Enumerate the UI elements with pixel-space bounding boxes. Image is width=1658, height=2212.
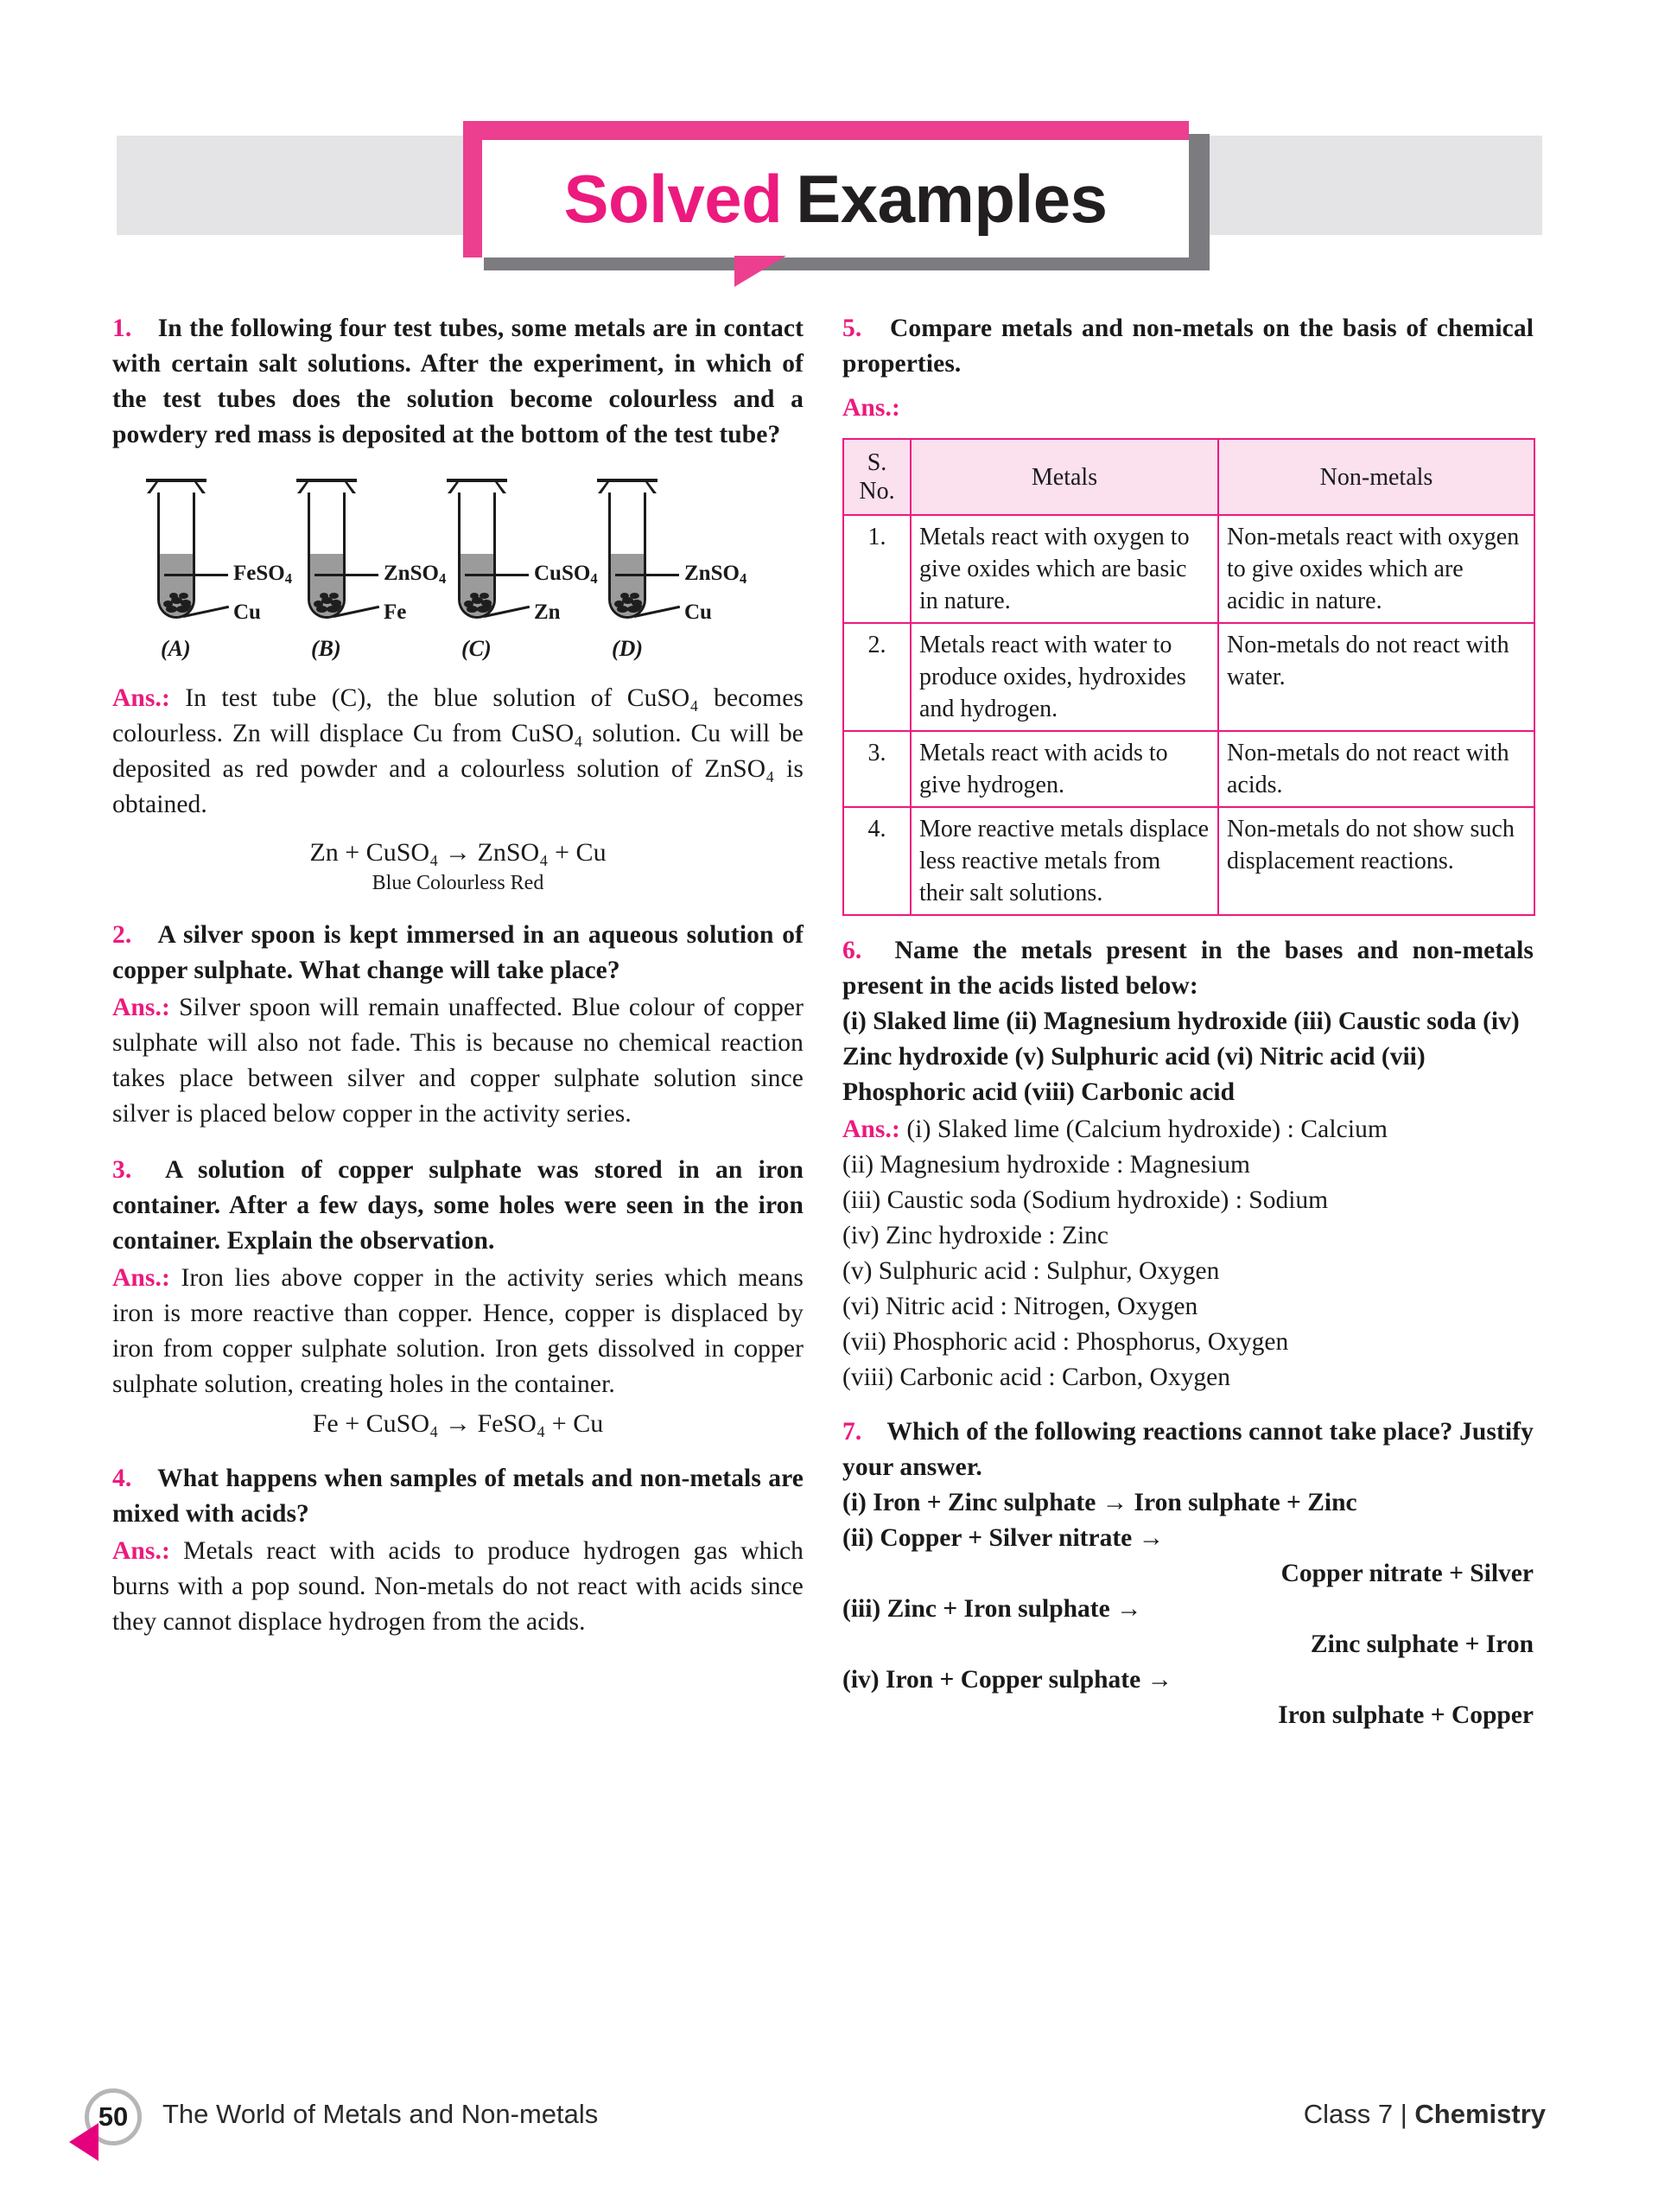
page-header-banner xyxy=(0,0,1658,237)
answer-6-item-2: (iii) Caustic soda (Sodium hydroxide) : Sodium xyxy=(842,1186,1329,1214)
table-cell-serial: 4. xyxy=(843,807,911,915)
question-5 xyxy=(842,311,1534,382)
answer-6-item-3: (iv) Zinc hydroxide : Zinc xyxy=(842,1222,1109,1249)
answer-1 xyxy=(112,681,804,823)
question-7-text: Which of the following reactions cannot take place? Justify your answer. xyxy=(842,1418,1534,1481)
question-6-list: (i) Slaked lime (ii) Magnesium hydroxide (iii) Caustic soda (iv) Zinc hydroxide (v) Sulphuric acid (vi) Nitric acid (vii) Phosphoric acid (viii) Carbonic acid xyxy=(842,1007,1520,1106)
tube-b-metal-label: Fe xyxy=(384,601,407,624)
tube-sediment-icon xyxy=(162,585,195,614)
tube-b-solution-leader xyxy=(314,574,378,576)
page-title-word-examples: Examples xyxy=(796,160,1108,237)
tube-d-solution-label xyxy=(684,562,746,588)
tube-d-solution-formula: ZnSO xyxy=(684,562,740,585)
footer-subject: Chemistry xyxy=(1414,2099,1546,2129)
tube-lip-left-inner xyxy=(601,482,609,493)
tube-lip-right-inner xyxy=(495,482,503,493)
table-header-row xyxy=(843,439,1534,515)
equation-1-line: Zn + CuSO₄ → ZnSO₄ + Cu xyxy=(309,838,607,867)
answer-1-label: Ans.: xyxy=(112,684,170,712)
page-number: 50 xyxy=(98,2101,129,2132)
footer-class-subject xyxy=(1304,2099,1546,2130)
answer-6-first-line xyxy=(842,1112,1534,1147)
tube-body xyxy=(157,493,195,619)
table-header-serial-no xyxy=(843,439,911,515)
tube-a-metal-label: Cu xyxy=(233,601,261,624)
tube-lip-left-inner xyxy=(451,482,459,493)
tube-c-caption: (C) xyxy=(461,636,492,661)
tube-c-solution-subscript: 4 xyxy=(590,570,598,588)
question-7-item-0: (i) Iron + Zinc sulphate → Iron sulphate + Zinc xyxy=(842,1489,1357,1516)
question-1-number: 1. xyxy=(112,315,132,342)
answer-4 xyxy=(112,1534,804,1640)
question-7-item-2: (iii) Zinc + Iron sulphate → xyxy=(842,1595,1142,1623)
page-number-badge xyxy=(85,2088,142,2145)
question-4 xyxy=(112,1461,804,1532)
tube-a-caption: (A) xyxy=(161,636,191,661)
question-6-text: Name the metals present in the bases and non-metals present in the acids listed below: xyxy=(842,937,1534,1000)
table-cell-metals: More reactive metals displace less reactive metals from their salt solutions. xyxy=(911,807,1218,915)
question-2-number: 2. xyxy=(112,921,132,949)
question-6-number: 6. xyxy=(842,937,862,964)
answer-6-item-7: (viii) Carbonic acid : Carbon, Oxygen xyxy=(842,1363,1230,1391)
question-6 xyxy=(842,933,1534,1004)
answer-3-label: Ans.: xyxy=(112,1264,170,1292)
page-title-word-solved: Solved xyxy=(563,160,783,237)
table-header-sn-line2: No. xyxy=(859,478,895,505)
question-7-item-2-cont: Zinc sulphate + Iron xyxy=(1310,1630,1534,1658)
answer-6-item-6: (vii) Phosphoric acid : Phosphorus, Oxygen xyxy=(842,1328,1289,1356)
question-7-item-3-cont: Iron sulphate + Copper xyxy=(1278,1701,1534,1729)
question-7-number: 7. xyxy=(842,1418,862,1446)
table-header-sn-line1: S. xyxy=(867,449,887,476)
test-tube-figure xyxy=(112,467,804,661)
equation-3 xyxy=(112,1408,804,1440)
tube-body xyxy=(458,493,496,619)
question-5-text: Compare metals and non-metals on the basis of chemical properties. xyxy=(842,315,1534,378)
equation-1 xyxy=(112,836,804,897)
table-cell-non-metals: Non-metals do not show such displacement reactions. xyxy=(1218,807,1534,915)
page-footer xyxy=(0,2087,1658,2182)
tube-c-solution-formula: CuSO xyxy=(534,562,591,585)
tube-c-solution-label xyxy=(534,562,598,588)
tube-lip-right-inner xyxy=(194,482,202,493)
tube-a-solution-leader xyxy=(164,574,228,576)
answer-6-item-0: (i) Slaked lime (Calcium hydroxide) : Calcium xyxy=(906,1116,1388,1143)
question-3 xyxy=(112,1153,804,1259)
question-1 xyxy=(112,311,804,453)
page-title xyxy=(482,140,1189,257)
equation-1-sublabels: Blue Colourless Red xyxy=(372,872,544,894)
table-cell-metals: Metals react with oxygen to give oxides which are basic in nature. xyxy=(911,515,1218,623)
answer-2 xyxy=(112,990,804,1132)
tube-lip-right-inner xyxy=(645,482,653,493)
tube-lip-right-inner xyxy=(345,482,353,493)
table-cell-serial: 3. xyxy=(843,731,911,807)
question-2 xyxy=(112,918,804,988)
question-4-text: What happens when samples of metals and non-metals are mixed with acids? xyxy=(112,1465,804,1528)
question-4-number: 4. xyxy=(112,1465,132,1492)
left-column xyxy=(112,311,804,1640)
footer-chapter-title: The World of Metals and Non-metals xyxy=(162,2099,599,2129)
question-7 xyxy=(842,1414,1534,1485)
tube-c-solution-leader xyxy=(465,574,529,576)
table-cell-metals: Metals react with acids to give hydrogen. xyxy=(911,731,1218,807)
table-row xyxy=(843,807,1534,915)
answer-6-item-5: (vi) Nitric acid : Nitrogen, Oxygen xyxy=(842,1293,1198,1320)
tube-a-solution-subscript: 4 xyxy=(284,570,292,588)
table-row xyxy=(843,515,1534,623)
tube-b-solution-label xyxy=(384,562,446,588)
table-header-non-metals: Non-metals xyxy=(1218,439,1534,515)
footer-class: Class 7 | xyxy=(1303,2099,1415,2129)
answer-2-label: Ans.: xyxy=(112,994,170,1021)
answer-6-item-1: (ii) Magnesium hydroxide : Magnesium xyxy=(842,1151,1250,1179)
table-cell-non-metals: Non-metals do not react with water. xyxy=(1218,623,1534,731)
table-cell-non-metals: Non-metals do not react with acids. xyxy=(1218,731,1534,807)
answer-4-label: Ans.: xyxy=(112,1537,170,1565)
test-tube-a-icon xyxy=(154,479,199,619)
tube-b-solution-subscript: 4 xyxy=(438,570,447,588)
question-7-item-3: (iv) Iron + Copper sulphate → xyxy=(842,1666,1173,1694)
question-2-text: A silver spoon is kept immersed in an aqueous solution of copper sulphate. What change will take place? xyxy=(112,921,804,984)
table-row xyxy=(843,731,1534,807)
question-1-text: In the following four test tubes, some metals are in contact with certain salt solutions. After the experiment, in which of the test tubes does the solution become colourless and a powdery red mass is deposited at the bottom of the test tube? xyxy=(112,315,804,448)
tube-d-metal-label: Cu xyxy=(684,601,712,624)
equation-3-line: Fe + CuSO₄ → FeSO₄ + Cu xyxy=(312,1409,604,1438)
tube-d-caption: (D) xyxy=(612,636,644,661)
tube-lip-left-inner xyxy=(150,482,158,493)
tube-sediment-icon xyxy=(462,585,496,614)
tube-sediment-icon xyxy=(312,585,346,614)
tube-sediment-icon xyxy=(613,585,646,614)
test-tube-d-icon xyxy=(605,479,650,619)
tube-c-metal-label: Zn xyxy=(534,601,561,624)
tube-body xyxy=(608,493,646,619)
question-5-number: 5. xyxy=(842,315,862,342)
answer-3 xyxy=(112,1261,804,1402)
tube-d-solution-subscript: 4 xyxy=(739,570,747,588)
table-cell-non-metals: Non-metals react with oxygen to give oxides which are acidic in nature. xyxy=(1218,515,1534,623)
banner-speech-tail-icon xyxy=(734,256,786,287)
tube-lip-left-inner xyxy=(301,482,308,493)
answer-5-label: Ans.: xyxy=(842,394,900,422)
question-7-item-1-cont: Copper nitrate + Silver xyxy=(1280,1560,1534,1587)
answer-5-label-row xyxy=(842,391,1534,426)
table-cell-serial: 2. xyxy=(843,623,911,731)
test-tube-b-icon xyxy=(304,479,349,619)
test-tube-c-icon xyxy=(454,479,499,619)
table-row xyxy=(843,623,1534,731)
tube-d-solution-leader xyxy=(615,574,679,576)
answer-6-label: Ans.: xyxy=(842,1116,900,1143)
answer-1-text: In test tube (C), the blue solution of CuSO₄ becomes colourless. Zn will displace Cu from CuSO₄ solution. Cu will be deposited as red powder and a colourless solution of ZnSO₄ is obtained. xyxy=(112,684,804,818)
question-7-item-1: (ii) Copper + Silver nitrate → xyxy=(842,1524,1165,1552)
tube-b-solution-formula: ZnSO xyxy=(384,562,439,585)
table-header-metals: Metals xyxy=(911,439,1218,515)
tube-a-solution-formula: FeSO xyxy=(233,562,285,585)
table-cell-serial: 1. xyxy=(843,515,911,623)
question-3-text: A solution of copper sulphate was stored in an iron container. After a few days, some holes were seen in the iron container. Explain the observation. xyxy=(112,1156,804,1255)
metals-non-metals-comparison-table xyxy=(842,438,1535,916)
question-3-number: 3. xyxy=(112,1156,132,1184)
tube-a-solution-label xyxy=(233,562,292,588)
answer-2-text: Silver spoon will remain unaffected. Blue colour of copper sulphate will also not fade. This is because no chemical reaction takes place between silver and copper sulphate solution since silver is placed below copper in the activity series. xyxy=(112,994,804,1128)
table-cell-metals: Metals react with water to produce oxides, hydroxides and hydrogen. xyxy=(911,623,1218,731)
tube-body xyxy=(308,493,346,619)
answer-6-item-4: (v) Sulphuric acid : Sulphur, Oxygen xyxy=(842,1257,1220,1285)
answer-4-text: Metals react with acids to produce hydrogen gas which burns with a pop sound. Non-metals do not react with acids since they cannot displace hydrogen from the acids. xyxy=(112,1537,804,1636)
tube-b-caption: (B) xyxy=(311,636,341,661)
answer-3-text: Iron lies above copper in the activity series which means iron is more reactive than copper. Hence, copper is displaced by iron from copper sulphate solution. Iron gets dissolved in copper sulphate solution, creating holes in the container. xyxy=(112,1264,804,1398)
right-column xyxy=(842,311,1534,1733)
